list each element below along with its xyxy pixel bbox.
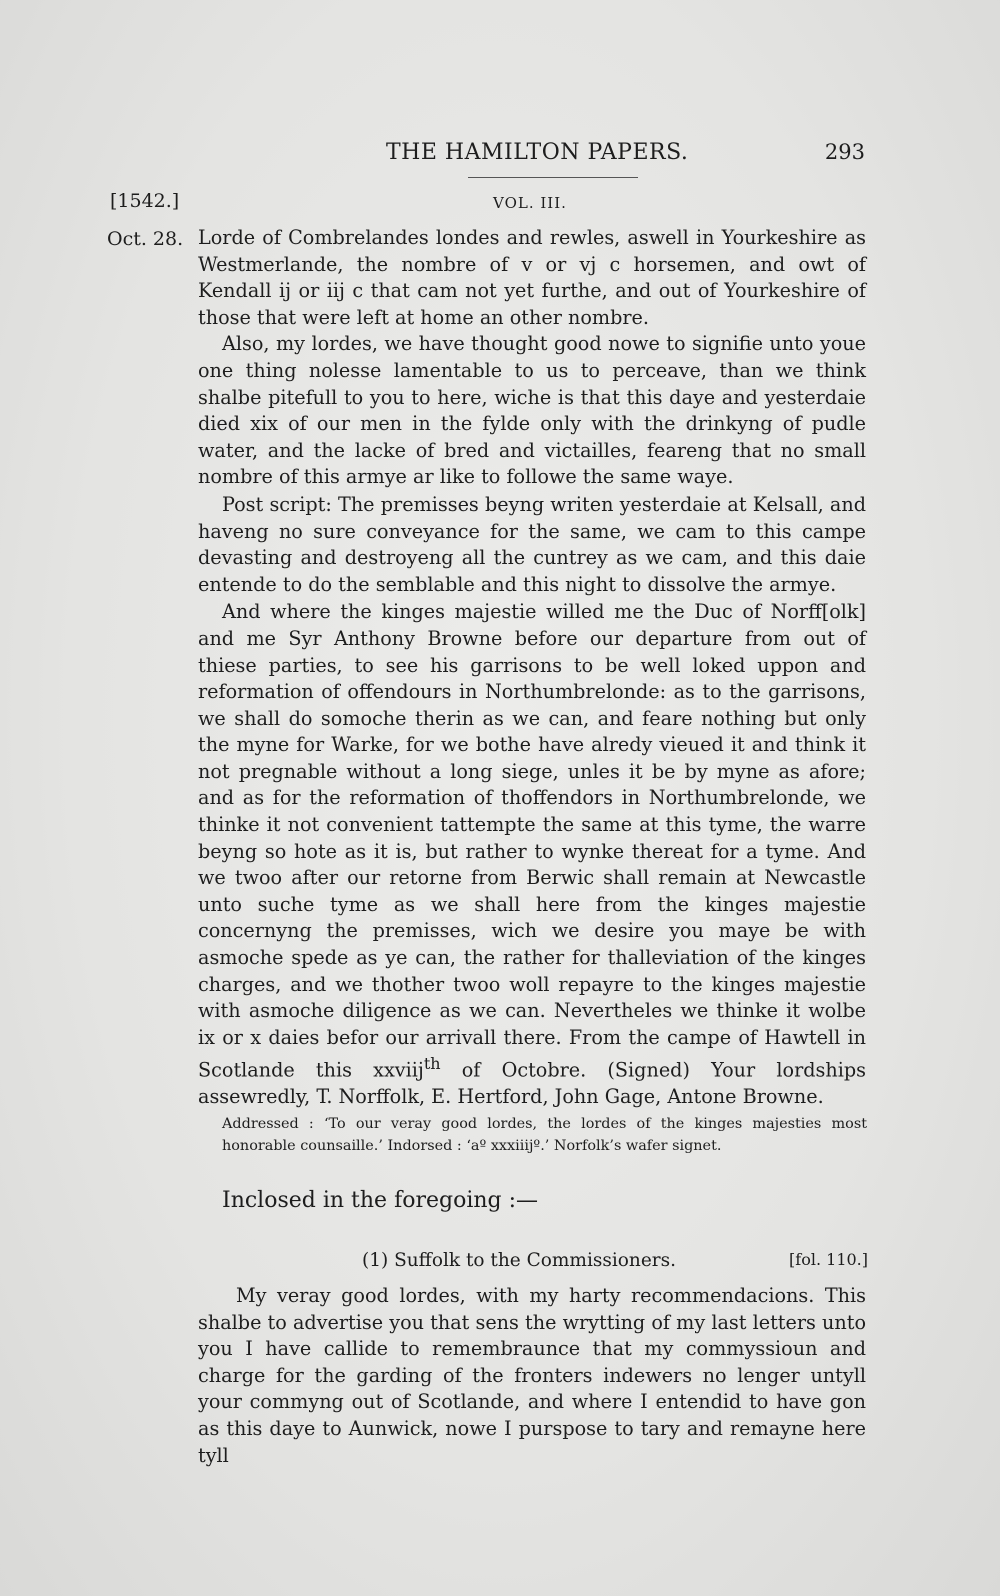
paragraph-4-main: And where the kinges majestie willed me the Duc of Norff[olk] and me Syr Anthony Browne before our departure from out of thiese parties, to see his garrisons to be well loked uppon and reformation of offendours in Northumbrelonde: as to the garrisons, we shall do somoche therin as we can, and feare nothing but only the myne for Warke, for we bothe have alredy vieued it and think it not pregnable without a long siege, unles it be by myne as afore; and as for the reformation of thoffendors in Northumbrelonde, we thinke it not convenient tattempte the same at this tyme, the warre beyng so hote as it is, but rather to wynke thereat for a tyme. And we twoo after our retorne from Berwic shall remain at Newcastle unto suche tyme as we shall here from the kinges majestie concernyng the premisses, wich we desire you maye be with asmoche spede as ye can, the rather for thalleviation of the kinges charges, and we thother twoo woll repayre to the kinges majestie with asmoche diligence as we can. Nevertheles we thinke it wolbe ix or x daies befor our arrivall there. From the campe of Hawtell in Scotlande this xxviij (198, 600, 866, 1082)
addressed-note: Addressed : ‘To our veray good lordes, the lordes of the kinges majesties most honorable counsaille.’ Indorsed : ‘aº xxxiiijº.’ Norfolk’s wafer signet. (222, 1116, 867, 1154)
volume-label: VOL. III. (493, 194, 567, 212)
paragraph-4 (198, 599, 866, 1111)
main-letter-text (198, 225, 866, 1111)
enclosure-heading: Inclosed in the foregoing :— (222, 1188, 539, 1213)
enclosure-letter-title: (1) Suffolk to the Commissioners. (362, 1250, 677, 1271)
running-head (0, 138, 1000, 174)
paragraph-1: Lorde of Combrelandes londes and rewles, aswell in Yourkeshire as Westmerlande, the nombre of v or vj c horsemen, and owt of Kendall ij or iij c that cam not yet furthe, and out of Yourkeshire of those that were left at home an other nombre. (198, 226, 866, 329)
year-marker: [1542.] (110, 190, 180, 212)
margin-date: Oct. 28. (107, 228, 184, 250)
date-superscript: th (423, 1054, 441, 1074)
enclosure-letter-text (198, 1283, 866, 1469)
paragraph-2: Also, my lordes, we have thought good nowe to signifie unto youe one thing nolesse lamentable to us to perceave, than we think shalbe pitefull to you to here, wiche is that this daye and yesterdaie died xix of our men in the fylde only with the drinkyng of pudle water, and the lacke of bred and victailles, feareng that no small nombre of this armye ar like to followe the same waye. (198, 332, 866, 489)
signature-line: of Octobre. (Signed) Your lordships assewredly, T. Norffolk, E. Hertford, John Gage, Antone Browne. (198, 1058, 866, 1109)
paragraph-3: Post script: The premisses beyng writen yesterdaie at Kelsall, and haveng no sure conveyance for the same, we cam to this campe devasting and destroyeng all the cuntrey as we cam, and this daie entende to do the semblable and this night to dissolve the armye. (198, 492, 866, 596)
folio-reference: [fol. 110.] (789, 1250, 868, 1269)
enclosure-paragraph: My veray good lordes, with my harty recommendacions. This shalbe to advertise you that sens the wrytting of my last letters unto you I have callide to remembraunce that my commyssioun and charge for the garding of the fronters indewers no lenger untyll your commyng out of Scotlande, and where I entendid to have gon as this daye to Aunwick, nowe I purspose to tary and remayne here tyll (198, 1284, 866, 1467)
running-title: THE HAMILTON PAPERS. (386, 140, 689, 165)
header-rule (468, 177, 638, 178)
page-number: 293 (824, 140, 865, 164)
